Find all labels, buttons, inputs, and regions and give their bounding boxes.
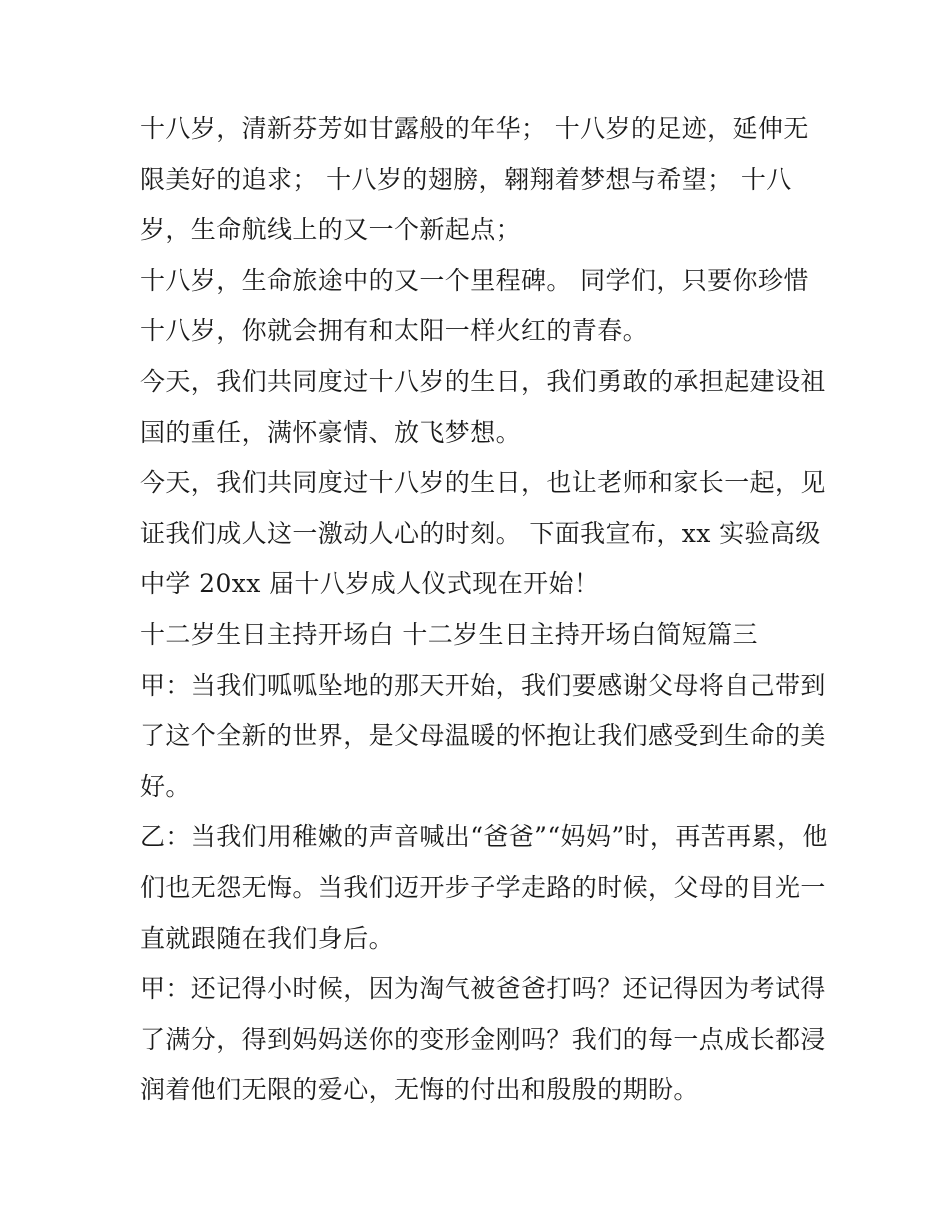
text-line: 限美好的追求； 十八岁的翅膀，翱翔着梦想与希望； 十八 xyxy=(140,164,792,194)
text-line: 乙：当我们用稚嫩的声音喊出“爸爸”“妈妈”时，再苦再累，他 xyxy=(140,822,828,852)
text-line: 证我们成人这一激动人心的时刻。 下面我宣布，xx 实验高级 xyxy=(140,518,821,548)
text-line: 今天，我们共同度过十八岁的生日，也让老师和家长一起，见 xyxy=(140,468,826,498)
text-line: 了这个全新的世界，是父母温暖的怀抱让我们感受到生命的美 xyxy=(140,721,826,751)
text-line: 润着他们无限的爱心，无悔的付出和殷殷的期盼。 xyxy=(140,1075,699,1105)
text-line: 直就跟随在我们身后。 xyxy=(140,923,395,953)
text-line: 中学 20xx 届十八岁成人仪式现在开始！ xyxy=(140,569,600,599)
text-line: 十八岁，你就会拥有和太阳一样火红的青春。 xyxy=(140,316,649,346)
text-line: 十二岁生日主持开场白 十二岁生日主持开场白简短篇三 xyxy=(140,619,758,649)
text-line: 了满分，得到妈妈送你的变形金刚吗？我们的每一点成长都浸 xyxy=(140,1024,826,1054)
paragraph-responsibility xyxy=(140,357,826,458)
section-heading xyxy=(140,610,820,661)
paragraph-host-b-1 xyxy=(140,812,828,964)
text-line: 岁，生命航线上的又一个新起点； xyxy=(140,215,522,245)
paragraph-milestone xyxy=(140,256,820,357)
text-line: 甲：还记得小时候，因为淘气被爸爸打吗？还记得因为考试得 xyxy=(140,974,826,1004)
text-line: 十八岁，清新芬芳如甘露般的年华； 十八岁的足迹，延伸无 xyxy=(140,114,809,143)
text-line: 今天，我们共同度过十八岁的生日，我们勇敢的承担起建设祖 xyxy=(140,366,826,396)
paragraph-ceremony-announcement xyxy=(140,458,826,610)
text-line: 国的重任，满怀豪情、放飞梦想。 xyxy=(140,417,522,447)
paragraph-host-a-1 xyxy=(140,661,826,813)
paragraph-eighteen-intro xyxy=(140,104,820,256)
text-line: 十八岁，生命旅途中的又一个里程碑。 同学们，只要你珍惜 xyxy=(140,265,809,295)
text-line: 甲：当我们呱呱坠地的那天开始，我们要感谢父母将自己带到 xyxy=(140,670,826,700)
paragraph-host-a-2 xyxy=(140,964,826,1116)
text-line: 好。 xyxy=(140,771,191,801)
document-page xyxy=(140,104,828,1116)
text-line: 们也无怨无悔。当我们迈开步子学走路的时候，父母的目光一 xyxy=(140,872,826,902)
